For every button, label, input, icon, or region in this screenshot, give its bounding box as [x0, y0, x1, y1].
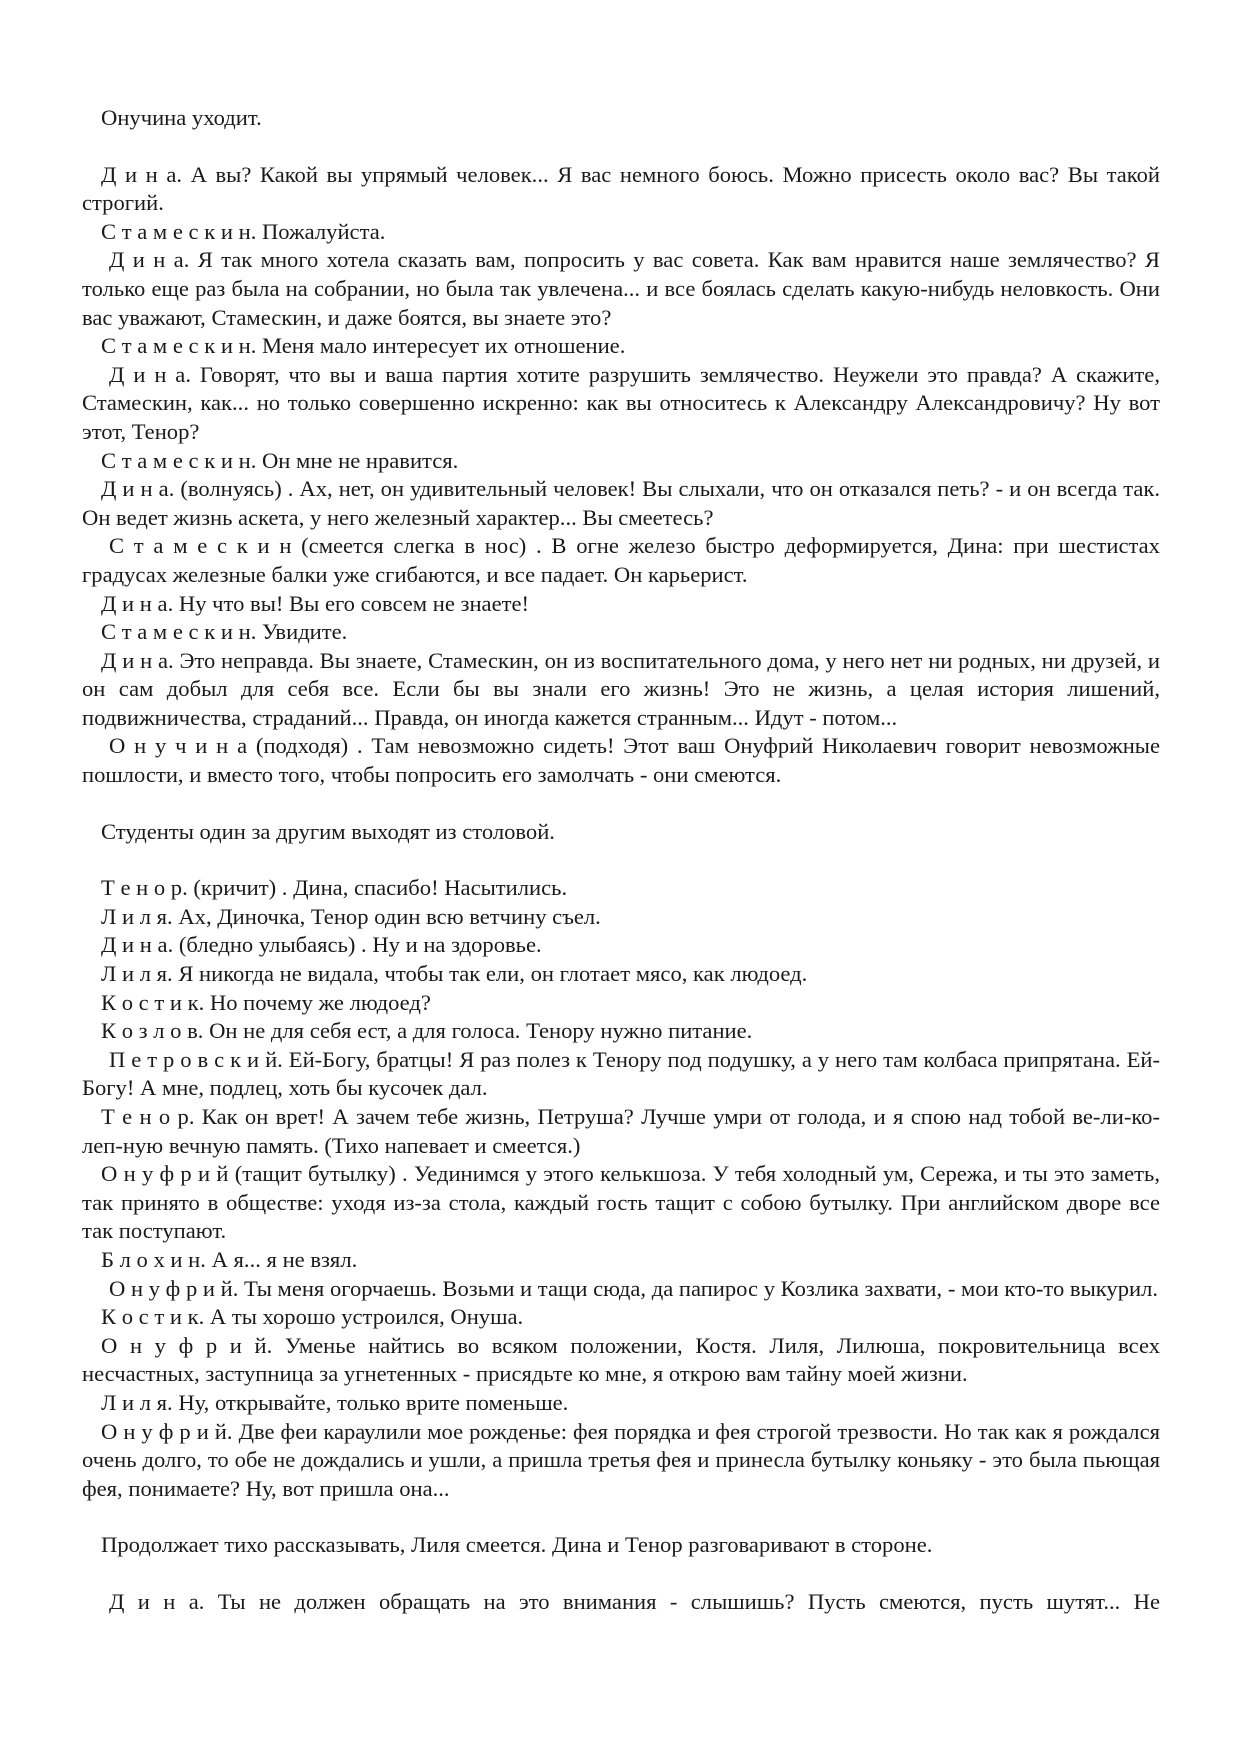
dialogue-line — [82, 618, 1160, 647]
dialogue-line — [82, 1303, 1160, 1332]
line-text: (подходя) . Там невозможно сидеть! Этот ваш Онуфрий Николаевич говорит невозможные пошлости, и вместо того, чтобы попросить его замолчать - они смеются. — [82, 733, 1160, 788]
dialogue-line — [82, 960, 1160, 989]
speaker-name: О н у ч и н а — [109, 733, 248, 759]
speaker-name: К о с т и к — [101, 1304, 199, 1330]
dialogue-line — [82, 161, 1160, 218]
dialogue-line — [82, 874, 1160, 903]
line-text: . Но почему же людоед? — [198, 989, 431, 1015]
line-text: . (бледно улыбаясь) . Ну и на здоровье. — [167, 932, 542, 958]
line-text: . Говорят, что вы и ваша партия хотите разрушить землячество. Неужели это правда? А скажите, Стамескин, как... но только совершенно искренно: как вы относитесь к Александру Александровичу? Ну вот этот, Тенор? — [82, 361, 1160, 444]
line-text: . Он не для себя ест, а для голоса. Тенору нужно питание. — [197, 1018, 753, 1044]
line-text: . Я так много хотела сказать вам, попросить у вас совета. Как вам нравится наше землячество? Я только еще раз была на собрании, но была так увлечена... и все боялась сделать какую-нибудь неловкость. Они вас уважают, Стамескин, и даже боятся, вы знаете это? — [82, 247, 1160, 330]
line-text: . Две феи караулили мое рожденье: фея порядка и фея строгой трезвости. Но так как я рождался очень долго, то обе не дождались и ушли, а пришла третья фея и принесла бутылку коньяку - это была пьющая фея, понимаете? Ну, вот пришла она... — [82, 1418, 1160, 1501]
line-text: (тащит бутылку) . Уединимся у этого келькшоза. У тебя холодный ум, Сережа, и ты это заметь, так принято в обществе: уходя из-за стола, каждый гость тащит с собою бутылку. При английском дворе все так поступают. — [82, 1161, 1160, 1244]
dialogue-line — [82, 1246, 1160, 1275]
speaker-name: О н у ф р и й — [101, 1161, 229, 1187]
line-text: . Ну что вы! Вы его совсем не знаете! — [167, 590, 530, 616]
line-text: . Это неправда. Вы знаете, Стамескин, он из воспитательного дома, у него нет ни родных, ни друзей, и он сам добыл для себя все. Если бы вы знали его жизнь! Это не жизнь, а целая история лишений, подвижничества, страданий... Правда, он иногда кажется странным... Идут - потом... — [82, 647, 1160, 730]
speaker-name: Д и н а — [101, 590, 168, 616]
line-text: (смеется слегка в нос) . В огне железо быстро деформируется, Дина: при шестистах градусах железные балки уже сгибаются, и все падает. Он карьерист. — [82, 533, 1160, 587]
speaker-name: С т а м е с к и н — [101, 218, 251, 244]
dialogue-line — [82, 1160, 1160, 1246]
dialogue-line — [82, 218, 1160, 247]
line-text: . (волнуясь) . Ах, нет, он удивительный человек! Вы слыхали, что он отказался петь? - и он всегда так. Он ведет жизнь аскета, у него железный характер... Вы смеетесь? — [82, 476, 1160, 530]
dialogue-line — [82, 1389, 1160, 1418]
dialogue-line — [82, 903, 1160, 932]
line-text: . Пожалуйста. — [250, 218, 386, 244]
dialogue-line — [82, 1017, 1160, 1046]
dialogue-line — [82, 1275, 1160, 1304]
speaker-name: Т е н о р — [101, 1104, 189, 1129]
line-text: . Ты меня огорчаешь. Возьми и тащи сюда, да папирос у Козлика захвати, - мои кто-то выкурил. — [232, 1275, 1159, 1301]
speaker-name: Б л о х и н — [101, 1246, 201, 1272]
speaker-name: Л и л я — [101, 961, 168, 987]
line-text: . А я... я не взял. — [200, 1246, 358, 1272]
speaker-name: Д и н а — [101, 161, 177, 187]
dialogue-line — [82, 1588, 1160, 1617]
stage-direction: Продолжает тихо рассказывать, Лиля смеется. Дина и Тенор разговаривают в стороне. — [101, 1532, 933, 1558]
speaker-name: О н у ф р и й — [101, 1332, 267, 1358]
line-text: . Меня мало интересует их отношение. — [250, 333, 626, 359]
line-text: . Ах, Диночка, Тенор один всю ветчину съел. — [167, 903, 601, 929]
dialogue-line — [82, 1418, 1160, 1504]
line-text: . Я никогда не видала, чтобы так ели, он глотает мясо, как людоед. — [167, 961, 808, 987]
dialogue-line — [82, 532, 1160, 589]
speaker-name: Д и н а — [101, 476, 169, 502]
speaker-name: О н у ф р и й — [101, 1418, 227, 1444]
speaker-name: О н у ф р и й — [109, 1275, 233, 1301]
line-text: . Ей-Богу, братцы! Я раз полез к Тенору под подушку, а у него там колбаса припрятана. Ей-Богу! А мне, подлец, хоть бы кусочек дал. — [82, 1046, 1161, 1101]
dialogue-line — [82, 1103, 1160, 1160]
line-text: . (кричит) . Дина, спасибо! Насытились. — [182, 875, 568, 901]
line-text: . А вы? Какой вы упрямый человек... Я вас немного боюсь. Можно присесть около вас? Вы такой строгий. — [82, 161, 1160, 216]
play-text — [82, 104, 1160, 1617]
dialogue-line — [82, 931, 1160, 960]
dialogue-line — [82, 475, 1160, 532]
dialogue-line — [82, 590, 1160, 619]
dialogue-line — [82, 647, 1160, 733]
line-text: . Ты не должен обращать на это внимания - слышишь? Пусть смеются, пусть шутят... Не — [198, 1588, 1160, 1614]
speaker-name: Л и л я — [101, 1389, 168, 1415]
line-text: . Уменье найтись во всяком положении, Костя. Лиля, Лилюша, покровительница всех несчастных, заступница за угнетенных - присядьте ко мне, я открою вам тайну моей жизни. — [82, 1332, 1160, 1387]
line-text: . Ну, открывайте, только врите поменьше. — [167, 1389, 569, 1415]
dialogue-line — [82, 732, 1160, 789]
line-text: . Он мне не нравится. — [250, 447, 459, 473]
speaker-name: К о з л о в — [101, 1018, 198, 1044]
speaker-name: С т а м е с к и н — [101, 333, 251, 359]
stage-direction: Онучина уходит. — [101, 105, 262, 130]
speaker-name: Д и н а — [109, 1588, 199, 1614]
dialogue-line — [82, 246, 1160, 332]
dialogue-line — [82, 1332, 1160, 1389]
speaker-name: Л и л я — [101, 903, 168, 929]
dialogue-line — [82, 361, 1160, 447]
speaker-name: Д и н а — [109, 361, 186, 387]
dialogue-line — [82, 1046, 1160, 1103]
speaker-name: С т а м е с к и н — [101, 619, 251, 645]
speaker-name: Д и н а — [101, 647, 169, 673]
line-text: . Увидите. — [250, 619, 348, 645]
line-text: . А ты хорошо устроился, Онуша. — [198, 1304, 524, 1330]
stage-direction: Студенты один за другим выходят из столовой. — [101, 818, 555, 844]
dialogue-line — [82, 332, 1160, 361]
dialogue-line — [82, 447, 1160, 476]
speaker-name: П е т р о в с к и й — [109, 1046, 278, 1072]
line-text: . Как он врет! А зачем тебе жизнь, Петруша? Лучше умри от голода, и я спою над тобой ве-ли-ко-леп-ную вечную память. (Тихо напевает и смеется.) — [82, 1104, 1160, 1158]
speaker-name: К о с т и к — [101, 989, 199, 1015]
dialogue-line — [82, 989, 1160, 1018]
speaker-name: С т а м е с к и н — [109, 533, 292, 559]
speaker-name: Д и н а — [101, 932, 168, 958]
speaker-name: Т е н о р — [101, 875, 183, 901]
speaker-name: Д и н а — [109, 247, 184, 273]
speaker-name: С т а м е с к и н — [101, 447, 251, 473]
